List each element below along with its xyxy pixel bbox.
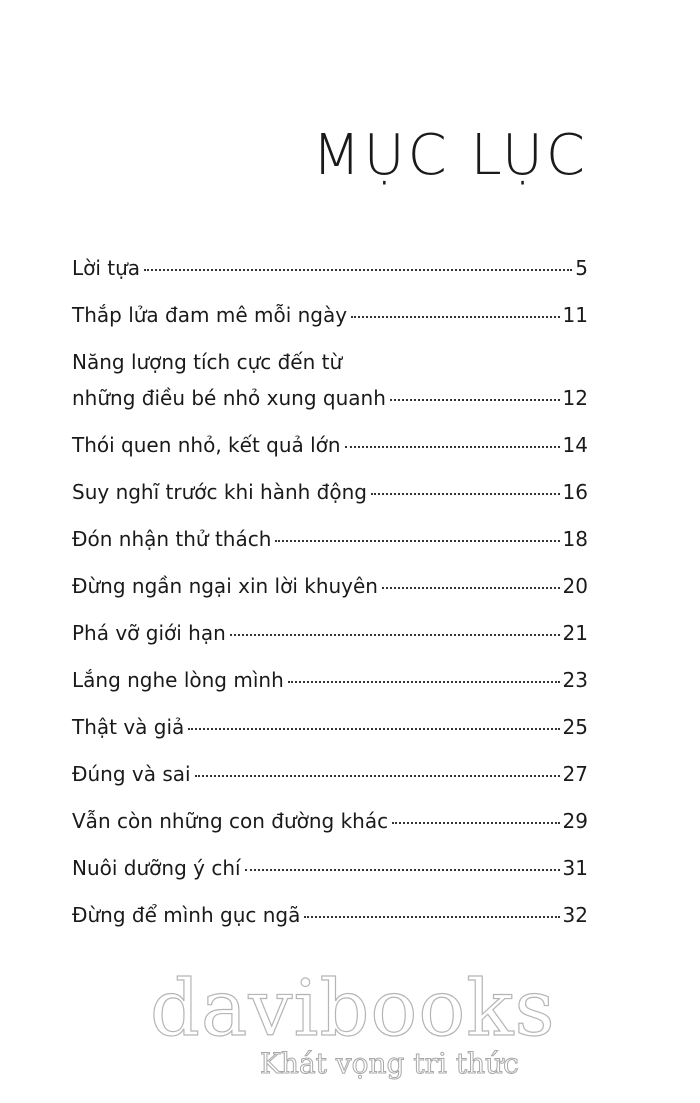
toc-entry-page: 25 [562,715,588,739]
toc-entry-page: 20 [562,574,588,598]
dot-leader [288,680,560,683]
toc-entry-title: Phá vỡ giới hạn [72,621,226,645]
toc-entry-title: Thói quen nhỏ, kết quả lớn [72,433,341,457]
toc-entry [72,758,588,790]
dot-leader [188,727,559,730]
toc-entry-page: 21 [562,621,588,645]
toc-entry [72,299,588,331]
dot-leader [304,915,559,918]
toc-entry [72,899,588,931]
dot-leader [275,539,559,542]
dot-leader [390,398,560,401]
toc-entry [72,429,588,461]
toc-entry-page: 27 [562,762,588,786]
toc-entry-title: Nuôi dưỡng ý chí [72,856,241,880]
toc-entry-page: 23 [562,668,588,692]
dot-leader [144,268,572,271]
dot-leader [351,315,559,318]
toc-entry-page: 29 [562,809,588,833]
toc-entry-title: Lắng nghe lòng mình [72,668,284,692]
toc-entry [72,523,588,555]
dot-leader [230,633,560,636]
toc-entry-title: Suy nghĩ trước khi hành động [72,480,367,504]
toc-entry [72,252,588,284]
toc-entry-title: Lời tựa [72,256,141,280]
toc-entry-page: 32 [562,903,588,927]
page-title: MỤC LỤC [312,123,588,188]
publisher-watermark [150,964,556,1080]
dot-leader [345,445,560,448]
toc-entry-title: Thật và giả [72,715,185,739]
toc-entry-page: 5 [575,256,588,280]
toc-entry-title: Năng lượng tích cực đến từ [72,350,343,374]
toc-entry-title: Đừng ngần ngại xin lời khuyên [72,574,378,598]
toc-entry-title: Thắp lửa đam mê mỗi ngày [72,303,348,327]
toc-entry-page: 14 [562,433,588,457]
toc-entry [72,711,588,743]
toc-entry-title: Vẫn còn những con đường khác [72,809,389,833]
toc-entry-title: Đón nhận thử thách [72,527,272,551]
toc-entry-title: Đúng và sai [72,762,191,786]
toc-entry-title: Đừng để mình gục ngã [72,903,301,927]
toc-entry-page: 12 [562,386,588,410]
toc-entry [72,476,588,508]
toc-entry [72,382,588,414]
toc-entry-page: 18 [562,527,588,551]
dot-leader [245,868,560,871]
dot-leader [382,586,560,589]
toc-entry-title-line2: những điều bé nhỏ xung quanh [72,386,386,410]
toc-entry [72,664,588,696]
dot-leader [195,774,560,777]
toc-entry [72,617,588,649]
toc-entry [72,852,588,884]
toc-entry [72,805,588,837]
toc-entry-first-line [72,346,588,378]
dot-leader [371,492,560,495]
toc-entry [72,570,588,602]
watermark-logo: davibooks [150,964,556,1054]
dot-leader [392,821,559,824]
toc-entry-page: 31 [562,856,588,880]
table-of-contents [72,252,588,946]
toc-entry-page: 16 [562,480,588,504]
toc-entry-page: 11 [562,303,588,327]
watermark-tagline: Khát vọng tri thức [260,1047,519,1080]
